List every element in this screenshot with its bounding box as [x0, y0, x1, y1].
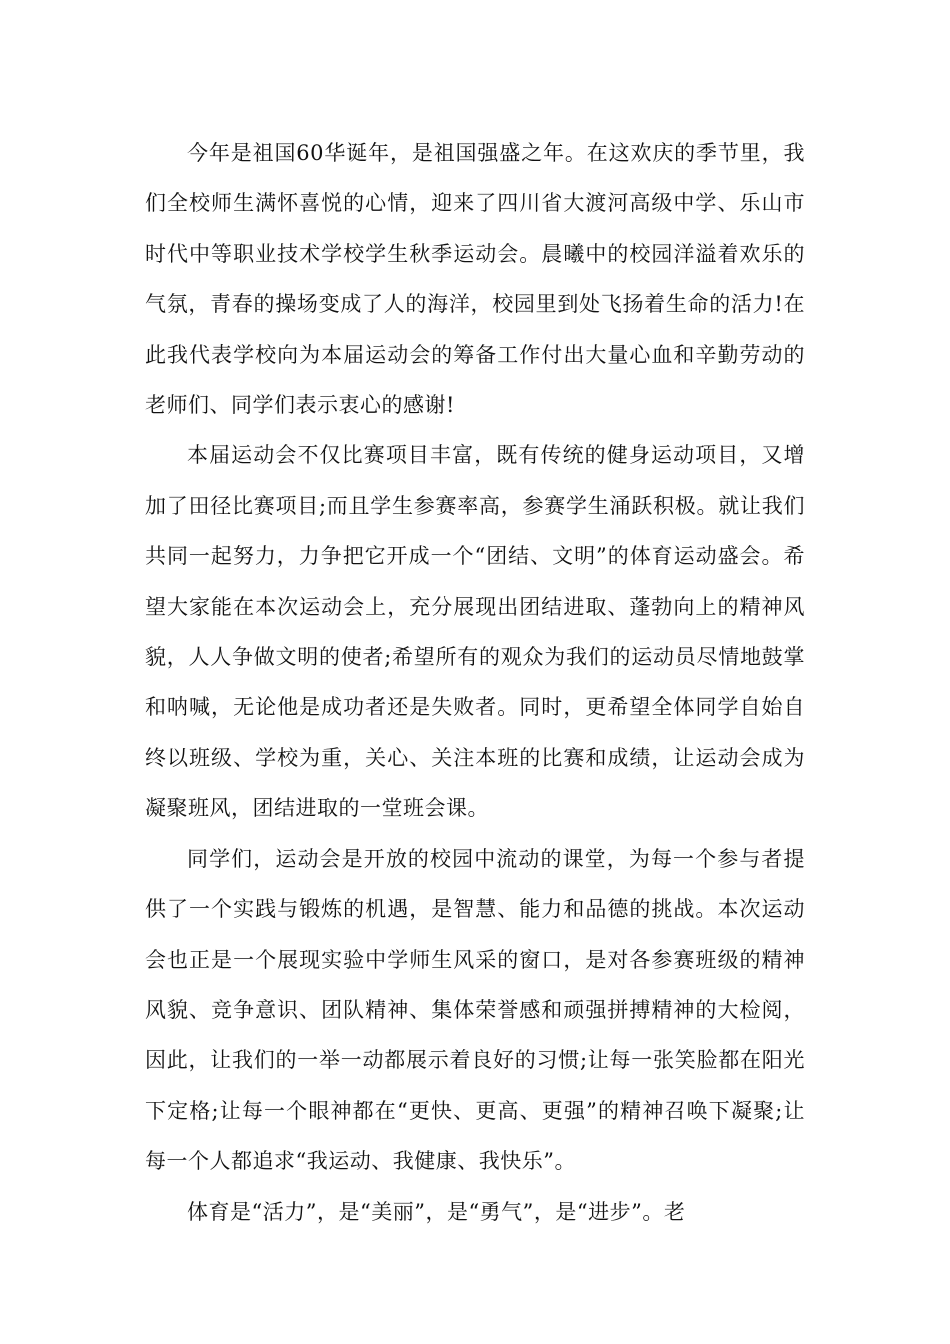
- paragraph-3: 同学们，运动会是开放的校园中流动的课堂，为每一个参与者提供了一个实践与锻炼的机遇，是智慧、能力和品德的挑战。本次运动会也正是一个展现实验中学师生风采的窗口，是对各参赛班级的精神风貌、竞争意识、团队精神、集体荣誉感和顽强拼搏精神的大检阅，因此，让我们的一举一动都展示着良好的习惯;让每一张笑脸都在阳光下定格;让每一个眼神都在“更快、更高、更强”的精神召唤下凝聚;让每一个人都追求“我运动、我健康、我快乐”。: [145, 846, 805, 1174]
- paragraph-4: 体育是“活力”，是“美丽”，是“勇气”，是“进步”。老: [187, 1199, 686, 1224]
- paragraph-2: 本届运动会不仅比赛项目丰富，既有传统的健身运动项目，又增加了田径比赛项目;而且学生参赛率高，参赛学生涌跃积极。就让我们共同一起努力，力争把它开成一个“团结、文明”的体育运动盛会。希望大家能在本次运动会上，充分展现出团结进取、蓬勃向上的精神风貌，人人争做文明的使者;希望所有的观众为我们的运动员尽情地鼓掌和呐喊，无论他是成功者还是失败者。同时，更希望全体同学自始自终以班级、学校为重，关心、关注本班的比赛和成绩，让运动会成为凝聚班风，团结进取的一堂班会课。: [145, 443, 805, 821]
- paragraph-1: 今年是祖国60华诞年，是祖国强盛之年。在这欢庆的季节里，我们全校师生满怀喜悦的心情，迎来了四川省大渡河高级中学、乐山市时代中等职业技术学校学生秋季运动会。晨曦中的校园洋溢着欢乐的气氛，青春的操场变成了人的海洋，校园里到处飞扬着生命的活力!在此我代表学校向为本届运动会的筹备工作付出大量心血和辛勤劳动的老师们、同学们表示衷心的感谢!: [145, 141, 805, 418]
- document-body: [145, 128, 805, 1237]
